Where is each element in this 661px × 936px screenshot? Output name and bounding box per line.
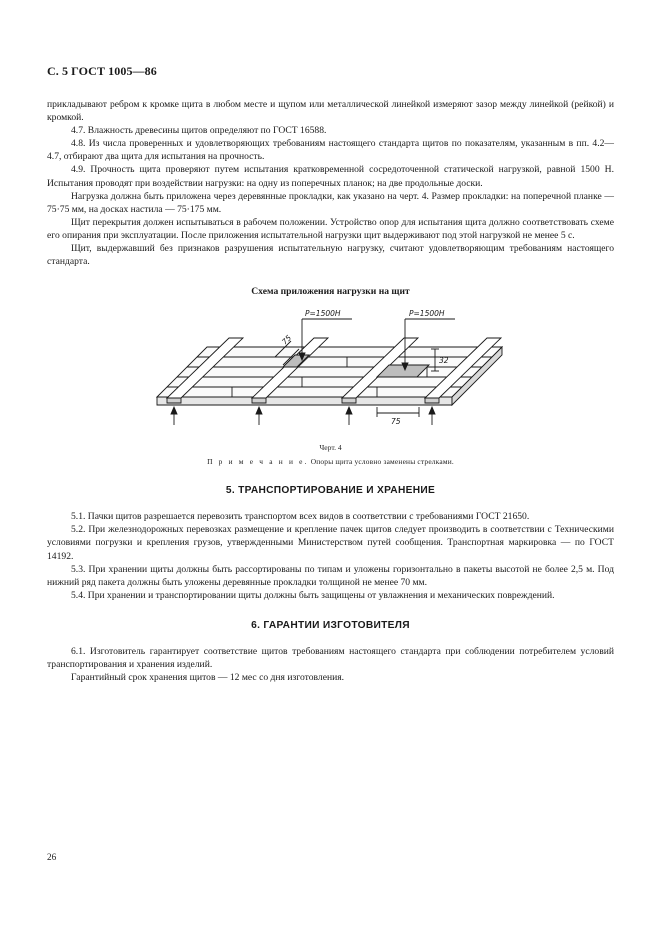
paragraph: Щит перекрытия должен испытываться в рабочем положении. Устройство опор для испытания щита должно соответствовать схеме его опирания при эксплуатации. После приложения испытательной нагрузки щит выдерживают под этой нагрузкой не менее 5 с. xyxy=(47,216,614,241)
figure-title: Схема приложения нагрузки на щит xyxy=(251,286,410,298)
paragraph: 5.3. При хранении щиты должны быть рассортированы по типам и уложены горизонтально в пакеты высотой не более 2,5 м. Под нижний ряд пакета должны быть уложены деревянные прокладки толщиной не менее 70 мм. xyxy=(47,563,614,588)
panel-drawing xyxy=(47,307,614,442)
figure-note xyxy=(47,457,614,466)
section-5-heading: 5. ТРАНСПОРТИРОВАНИЕ И ХРАНЕНИЕ xyxy=(225,485,436,497)
note-text: Опоры щита условно заменены стрелками. xyxy=(308,457,454,467)
paragraph: 5.2. При железнодорожных перевозках размещение и крепление пачек щитов следует производить в соответствии с Техническими условиями погрузки и крепления грузов, утвержденными Министерством путей сообщения. Транспортная маркировка — по ГОСТ 14192. xyxy=(47,524,614,562)
paragraph: 4.7. Влажность древесины щитов определяют по ГОСТ 16588. xyxy=(71,125,327,137)
note-prefix: П р и м е ч а н и е. xyxy=(207,457,309,467)
document-page xyxy=(47,64,614,684)
deck-front xyxy=(157,397,452,405)
dim-label-75a: 75 xyxy=(280,333,294,347)
deck-top xyxy=(157,347,502,397)
paragraph: 6.1. Изготовитель гарантирует соответствие щитов требованиям настоящего стандарта при соблюдении потребителем условий транспортирования и хранения изделий. xyxy=(47,645,614,670)
dim-label-75b: 75 xyxy=(391,417,401,427)
paragraph: 5.1. Пачки щитов разрешается перевозить транспортом всех видов в соответствии с требованиями ГОСТ 21650. xyxy=(71,511,530,523)
paragraph: Гарантийный срок хранения щитов — 12 мес со дня изготовления. xyxy=(71,672,345,684)
top-text xyxy=(47,98,614,268)
page-header: С. 5 ГОСТ 1005—86 xyxy=(47,64,157,78)
paragraph: 4.9. Прочность щита проверяют путем испытания кратковременной сосредоточенной статической нагрузкой, равной 1500 Н. Испытания проводят при воздействии нагрузки: на одну из поперечных планок; на две продольные доски. xyxy=(47,164,614,189)
paragraph: Нагрузка должна быть приложена через деревянные прокладки, как указано на черт. 4. Размер прокладки: на поперечной планке — 75·75 мм, на досках настила — 75·175 мм. xyxy=(47,190,614,215)
page-number: 26 xyxy=(47,852,57,862)
dim-label-32: 32 xyxy=(439,356,449,366)
section-5 xyxy=(47,485,614,602)
section-6-heading: 6. ГАРАНТИИ ИЗГОТОВИТЕЛЯ xyxy=(251,619,410,631)
paragraph: 4.8. Из числа проверенных и удовлетворяющих требованиям настоящего стандарта щитов по показателям, указанным в пп. 4.2—4.7, отбирают два щита для испытания на прочность. xyxy=(47,138,614,163)
section-6 xyxy=(47,620,614,684)
paragraph: 5.4. При хранении и транспортировании щиты должны быть защищены от увлажнения и механических повреждений. xyxy=(71,589,555,601)
paragraph: Щит, выдержавший без признаков разрушения испытательную нагрузку, считают удовлетворяющим требованиям настоящего стандарта. xyxy=(47,243,614,268)
load-label-2: P=1500Н xyxy=(409,309,445,319)
load-label-1: P=1500Н xyxy=(305,309,341,319)
paragraph: прикладывают ребром к кромке щита в любом месте и щупом или металлической линейкой измеряют зазор между линейкой (рейкой) и кромкой. xyxy=(47,99,614,124)
figure-load-scheme xyxy=(47,307,614,485)
figure-caption: Черт. 4 xyxy=(319,443,342,453)
